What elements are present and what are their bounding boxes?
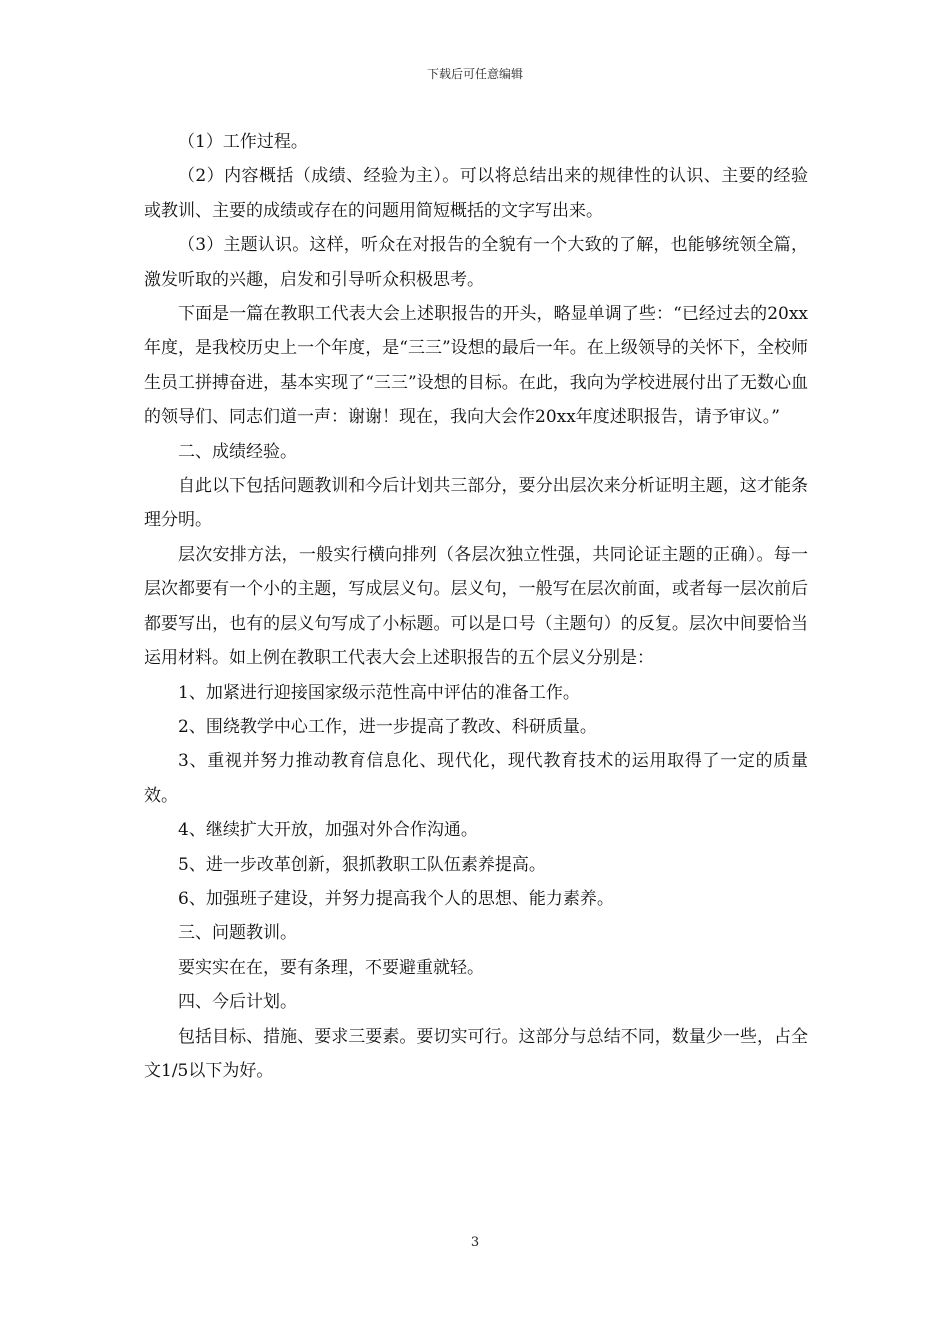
page-number: 3	[470, 1235, 480, 1250]
list-item-3: 3、重视并努力推动教育信息化、现代化，现代教育技术的运用取得了一定的质量效。	[144, 751, 808, 806]
paragraph-work-process: （1）工作过程。	[178, 132, 308, 152]
page-header: 下载后可任意编辑	[426, 67, 523, 81]
paragraph-problems-guidance: 要实实在在，要有条理，不要避重就轻。	[178, 957, 484, 978]
paragraph-content-summary: （2）内容概括（成绩、经验为主）。可以将总结出来的规律性的认识、主要的经验或教训、主要的成绩或存在的问题用简短概括的文字写出来。	[144, 166, 808, 221]
paragraph-example-opening: 下面是一篇在教职工代表大会上述职报告的开头，略显单调了些：“已经过去的20xx年度，是我校历史上一个年度，是“三三”设想的最后一年。在上级领导的关怀下，全校师生员工拼搏奋进，基本实现了“三三”设想的目标。在此，我向为学校进展付出了无数心血的领导们、同志们道一声：谢谢！现在，我向大会作20xx年度述职报告，请予审议。”	[144, 304, 808, 428]
paragraph-future-plan-guidance: 包括目标、措施、要求三要素。要切实可行。这部分与总结不同，数量少一些，占全文1/5以下为好。	[144, 1026, 808, 1081]
list-item-5: 5、进一步改革创新，狠抓教职工队伍素养提高。	[178, 854, 546, 875]
document-body	[144, 125, 808, 1088]
paragraph-hierarchy-method: 层次安排方法，一般实行横向排列（各层次独立性强，共同论证主题的正确）。每一层次都要有一个小的主题，写成层义句。层义句，一般写在层次前面，或者每一层次前后都要写出，也有的层义句写成了小标题。可以是口号（主题句）的反复。层次中间要恰当运用材料。如上例在教职工代表大会上述职报告的五个层义分别是：	[144, 544, 808, 669]
section-heading-future-plan: 四、今后计划。	[178, 992, 297, 1013]
paragraph-section-overview: 自此以下包括问题教训和今后计划共三部分，要分出层次来分析证明主题，这才能条理分明。	[144, 476, 808, 531]
section-heading-achievements: 二、成绩经验。	[178, 441, 297, 462]
section-heading-problems: 三、问题教训。	[178, 923, 297, 944]
list-item-6: 6、加强班子建设，并努力提高我个人的思想、能力素养。	[178, 888, 614, 909]
list-item-2: 2、围绕教学中心工作，进一步提高了教改、科研质量。	[178, 716, 597, 737]
list-item-1: 1、加紧进行迎接国家级示范性高中评估的准备工作。	[178, 682, 580, 703]
list-item-4: 4、继续扩大开放，加强对外合作沟通。	[178, 820, 478, 841]
paragraph-theme-understanding: （3）主题认识。这样，听众在对报告的全貌有一个大致的了解，也能够统领全篇，激发听取的兴趣，启发和引导听众积极思考。	[144, 235, 808, 290]
